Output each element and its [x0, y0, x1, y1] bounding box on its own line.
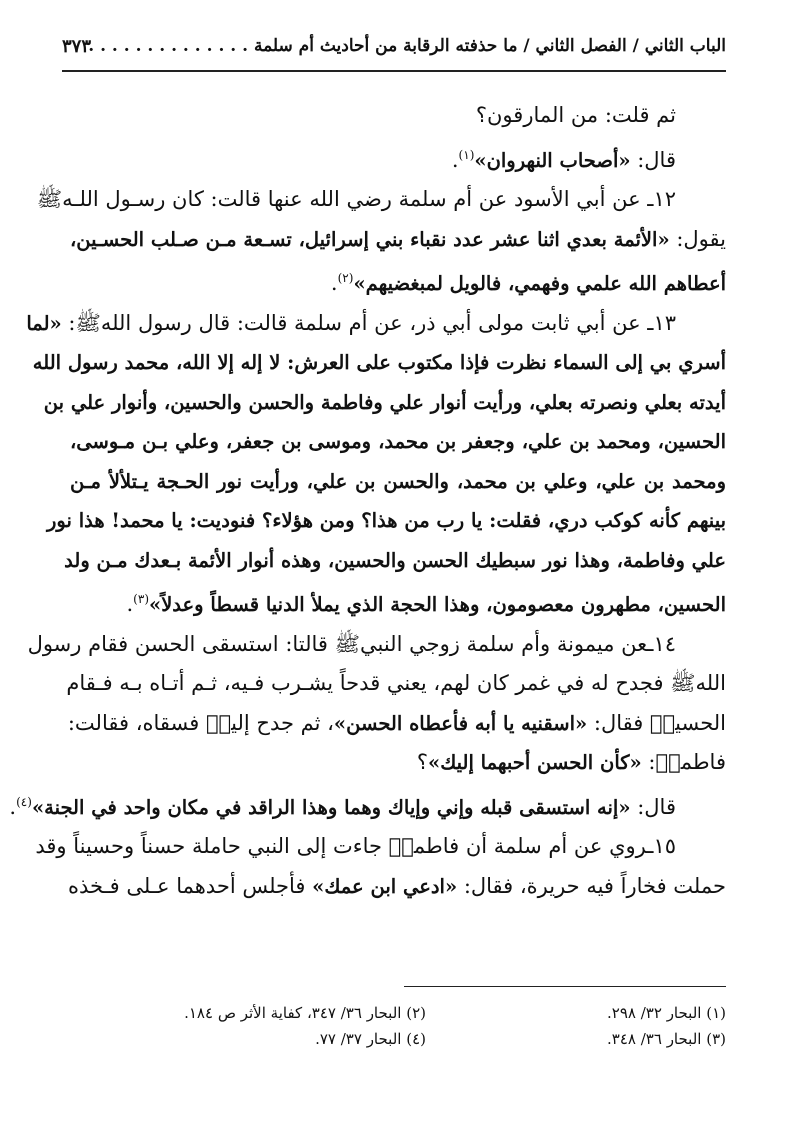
text-line: أيدته بعلي ونصرته بعلي، ورأيت أنوار علي وفاطمة والحسن والحسين، وأنوار علي بن [43, 390, 726, 414]
text-line: علي وفاطمة، وهذا نور سبطيك الحسن والحسين، وهذه أنوار الأئمة بـعدك مـن ولد [64, 548, 726, 572]
page-header [62, 30, 726, 72]
footnote-ref: (٣) [133, 592, 149, 606]
text-line: الحسين، مطهرون معصومون، وهذا الحجة الذي يملأ الدنيا قسطاً وعدلاً»$^{(٣)}$. [126, 592, 726, 616]
text-line: بينهم كأنه كوكب دري، فقلت: يا رب من هذا؟ ومن هؤلاء؟ فنوديت: يا محمد! هذا نور [46, 509, 726, 532]
running-title: الباب الثاني / الفصل الثاني / ما حذفته الرقابة من أحاديث أم سلمة . . . . . . . . . . . . . . [88, 36, 726, 56]
text-line: يقول: «الأئمة بعدي اثنا عشر عدد نقباء بني إسرائيل، تسـعة مـن صـلب الحسـين، [70, 226, 727, 251]
text-line: الحسينؑ فقال: «اسقنيه يا أبه فأعطاه الحسن»، ثم جدح إليهؑ فسقاه، فقالت: [67, 710, 726, 735]
text-line: قال: «إنه استسقى قبله وإني وإياك وهما وهذا الراقد في مكان واحد في الجنة»$^{(٤)}$. [9, 794, 676, 819]
footnote-ref: (٤) [16, 794, 32, 809]
footnotes [100, 1000, 726, 1052]
text-line: ومحمد بن علي، وعلي بن محمد، والحسن بن علي، ورأيت نور الحـجة يـتلألأ مـن [70, 469, 726, 493]
text-line: ثم قلت: من المارقون؟ [475, 103, 676, 127]
text-line: حملت فخاراً فيه حريرة، فقال: «ادعي ابن عمك» فأجلس أحدهما عـلى فـخذه [67, 873, 726, 898]
footnote-divider [404, 986, 726, 987]
footnote-ref: (١) [458, 147, 475, 162]
footnote-1: (١) البحار ٣٢/ ٢٩٨. [607, 1004, 726, 1022]
footnote-3: (٣) البحار ٣٦/ ٣٤٨. [607, 1030, 726, 1048]
footnote-ref: (٢) [337, 271, 354, 285]
hadith-14: ١٤ـعن ميمونة وأم سلمة زوجي النبيﷺ قالتا: استسقى الحسن فقام رسول [27, 631, 676, 656]
hadith-13: ١٣ـ عن أبي ثابت مولى أبي ذر، عن أم سلمة قالت: قال رسول اللهﷺ: «لما [26, 310, 676, 335]
text-line: قال: «أصحاب النهروان»$^{(١)}$. [451, 147, 676, 172]
page-number: ٣٧٣ [62, 36, 92, 57]
text-line: أسري بي إلى السماء نظرت فإذا مكتوب على العرش: لا إله إلا الله، محمد رسول الله [32, 351, 726, 374]
text-line: فاطمةؑ: «كأن الحسن أحبهما إليك»؟ [416, 750, 726, 774]
hadith-12: ١٢ـ عن أبي الأسود عن أم سلمة رضي الله عنها قالت: كان رسـول اللـهﷺ [36, 187, 676, 211]
text-line: أعطاهم الله علمي وفهمي، فالويل لمبغضيهم»$^{(٢)}$. [330, 271, 726, 295]
hadith-15: ١٥ـروي عن أم سلمة أن فاطمةؑ جاءت إلى النبي حاملة حسناً وحسيناً وقد [35, 834, 676, 858]
footnote-2: (٢) البحار ٣٦/ ٣٤٧، كفاية الأثر ص ١٨٤. [184, 1004, 426, 1022]
footnote-4: (٤) البحار ٣٧/ ٧٧. [315, 1030, 426, 1048]
text-line: اللهﷺ فجدح له في غمر كان لهم، يعني قدحاً يشـرب فـيه، ثـم أتـاه بـه فـقام [66, 671, 726, 695]
page-body [9, 96, 727, 906]
text-line: الحسين، ومحمد بن علي، وجعفر بن محمد، وموسى بن جعفر، وعلي بـن مـوسى، [70, 430, 726, 453]
